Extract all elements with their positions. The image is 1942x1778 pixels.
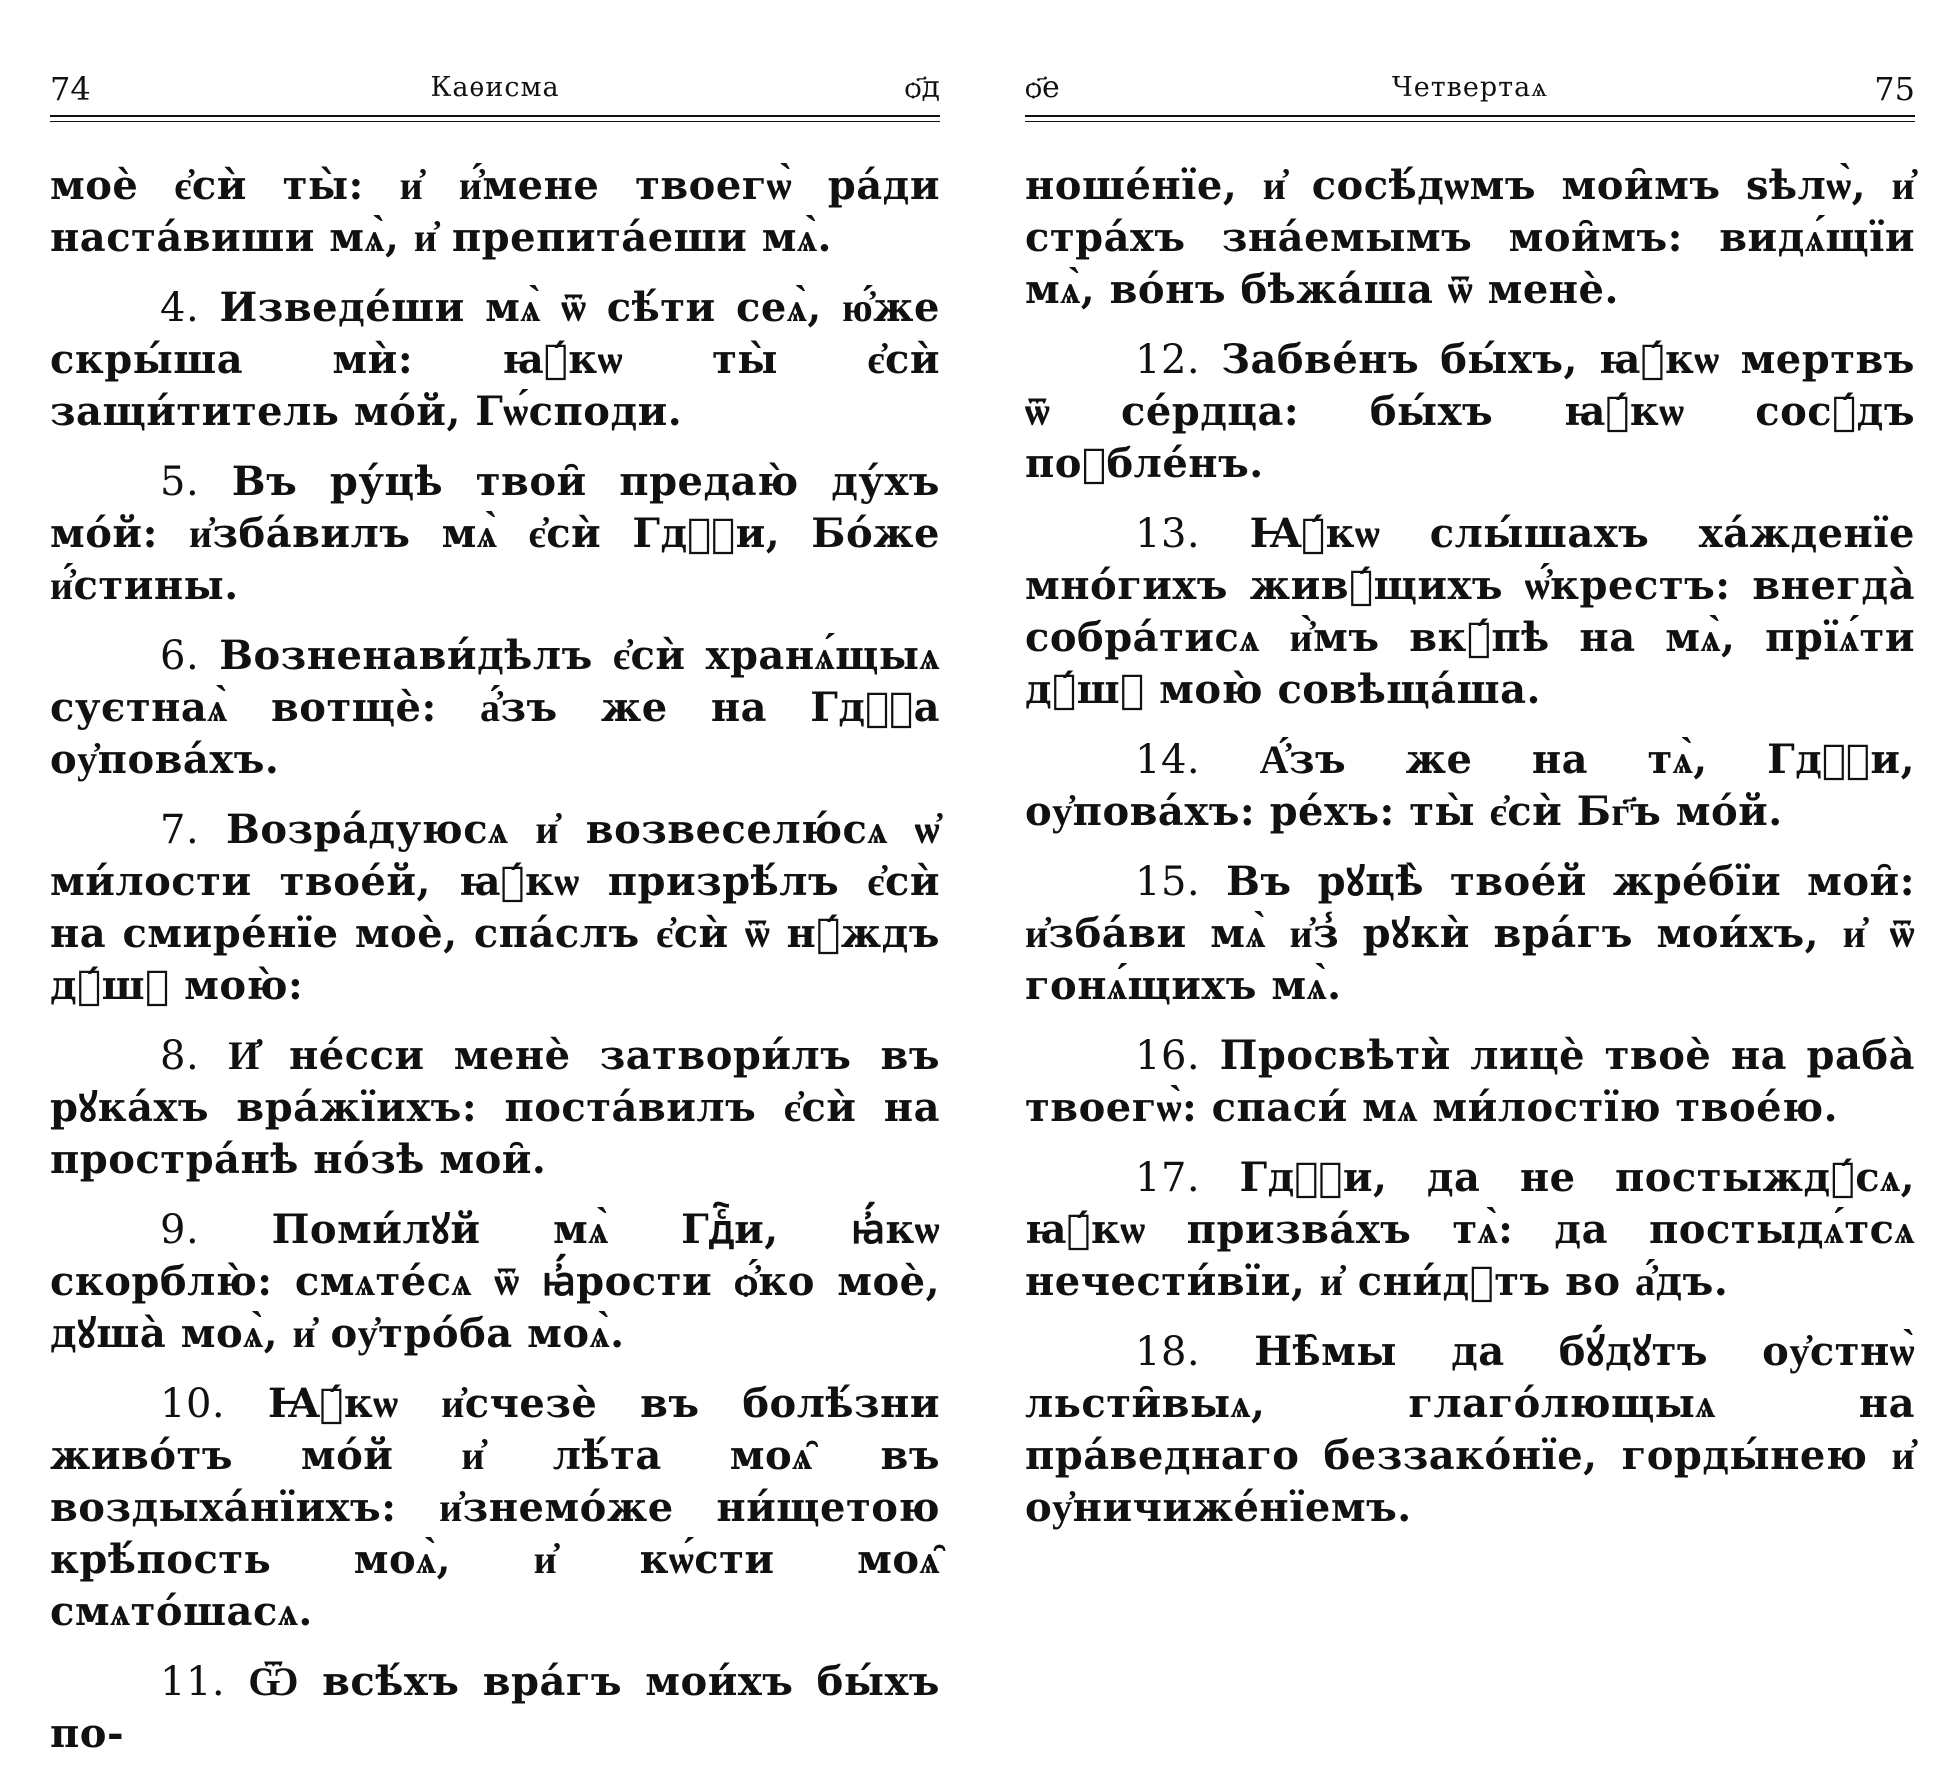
- verse-text: Забве́нъ бы́хъ, ꙗ҆́кѡ мертвъ ѿ се́рдца: бы́хъ ꙗ҆́кѡ сосꙋ́дъ поꙋбле́нъ.: [1025, 336, 1915, 487]
- right-page-title: Четвертаѧ: [1391, 72, 1549, 103]
- verse-12: [1025, 334, 1915, 490]
- left-page-title: Каѳисма: [430, 72, 560, 103]
- verse-number: 11.: [160, 1659, 226, 1705]
- verse-number: 7.: [160, 807, 200, 853]
- verse-10: [50, 1378, 940, 1638]
- verse-number: 16.: [1135, 1033, 1201, 1079]
- verse-18: [1025, 1326, 1915, 1534]
- verse-text: А҆́зъ же на тѧ̀, Гдⷭ҇и, оу҆пова́хъ: ре́хъ: ты̀ є҆сѝ Бг҃ъ мо́й.: [1025, 736, 1915, 835]
- verse-13: [1025, 508, 1915, 716]
- left-running-head: [50, 70, 940, 120]
- verse-8: [50, 1030, 940, 1186]
- verse-number: 5.: [160, 459, 200, 505]
- verse-17: [1025, 1152, 1915, 1308]
- verse-text: Возра́дуюсѧ и҆ возвеселю́сѧ ѡ҆ ми́лости твое́й, ꙗ҆́кѡ призрѣ́лъ є҆сѝ на смире́нїе моѐ, спа́слъ є҆сѝ ѿ нꙋ́ждъ дꙋ́шꙋ мою̀:: [50, 806, 940, 1009]
- verse-11: [50, 1656, 940, 1760]
- left-page-body: [50, 160, 940, 1778]
- verse-text: Просвѣтѝ лицѐ твоѐ на раба̀ твоегѡ̀: спаси́ мѧ ми́лостїю твое́ю.: [1025, 1032, 1915, 1131]
- right-header-rule: [1025, 115, 1915, 117]
- verse-text: Ꙗ҆́кѡ слы́шахъ ха́жденїе мно́гихъ живꙋ́щихъ ѡ҆́крестъ: внегда̀ собра́тисѧ и҆̀мъ вкꙋ́пѣ на мѧ̀, прїѧ́ти дꙋ́шꙋ мою̀ совѣща́ша.: [1025, 510, 1915, 713]
- right-cyrillic-page-number: ѻ҃е: [1025, 70, 1060, 105]
- verse-number: 6.: [160, 633, 200, 679]
- verse-text: Въ рꙋцѣ̀ твое́й жре́бїи мои̑: и҆зба́ви мѧ̀ и҆з̾ рꙋкѝ вра́гъ мои́хъ, и҆ ѿ гонѧ́щихъ мѧ̀.: [1025, 858, 1915, 1009]
- verse-number: 18.: [1135, 1329, 1201, 1375]
- verse-number: 14.: [1135, 737, 1201, 783]
- right-page-number: 75: [1874, 70, 1915, 108]
- verse-5: [50, 456, 940, 612]
- left-cyrillic-page-number: ѻ҃д: [904, 70, 940, 105]
- left-page-number: 74: [50, 70, 91, 108]
- verse-text: Возненави́дѣлъ є҆сѝ хранѧ́щыѧ суєтнаѧ̀ вотщѐ: а҆́зъ же на Гдⷭ҇а оу҆пова́хъ.: [50, 632, 940, 783]
- verse-text: Ѿ всѣ́хъ вра́гъ мои́хъ бы́хъ по-: [50, 1658, 940, 1757]
- verse-text: ноше́нїе, и҆ сосѣ́дѡмъ мои̑мъ ѕѣлѡ̀, и҆ стра́хъ зна́емымъ мои̑мъ: видѧ́щїи мѧ̀, во́нъ бѣжа́ша ѿ менѐ.: [1025, 162, 1916, 313]
- verse-9: [50, 1204, 940, 1360]
- verse-14: [1025, 734, 1915, 838]
- verse-text: Изведе́ши мѧ̀ ѿ сѣ́ти сеѧ̀, ю҆́же скры́ша мѝ: ꙗ҆́кѡ ты̀ є҆сѝ защи́титель мо́й, Гѡ́споди.: [50, 284, 940, 435]
- right-page-body: [1025, 160, 1915, 1552]
- right-header-rule-thin: [1025, 121, 1915, 122]
- verse-7: [50, 804, 940, 1012]
- right-page: [1015, 0, 1916, 1531]
- left-page: [40, 0, 941, 1757]
- verse-text: Нѣ̑мы да бꙋ́дꙋтъ оу҆стнѡ̀ льсти̑выѧ, глаго́лющыѧ на пра́веднаго беззако́нїе, горды́нею и҆ оу҆ничиже́нїемъ.: [1025, 1328, 1915, 1531]
- verse-text: моѐ є҆сѝ ты̀: и҆ и҆́мене твоегѡ̀ ра́ди наста́виши мѧ̀, и҆ препита́еши мѧ̀.: [50, 162, 940, 261]
- verse-number: 10.: [160, 1381, 226, 1427]
- paragraph: [1025, 160, 1915, 316]
- verse-number: 8.: [160, 1033, 200, 1079]
- verse-number: 17.: [1135, 1155, 1201, 1201]
- verse-number: 4.: [160, 285, 200, 331]
- verse-text: Въ ру́цѣ твои̑ предаю̀ ду́хъ мо́й: и҆зба́вилъ мѧ̀ є҆сѝ Гдⷭ҇и, Бо́же и҆́стины.: [50, 458, 940, 609]
- verse-16: [1025, 1030, 1915, 1134]
- verse-15: [1025, 856, 1915, 1012]
- verse-number: 13.: [1135, 511, 1201, 557]
- verse-number: 15.: [1135, 859, 1201, 905]
- verse-text: Гдⷭ҇и, да не постыждꙋ́сѧ, ꙗ҆́кѡ призва́хъ тѧ̀: да постыдѧ́тсѧ нечести́вїи, и҆ сни́дꙋтъ во а҆́дъ.: [1025, 1154, 1915, 1305]
- verse-number: 9.: [160, 1207, 200, 1253]
- right-running-head: [1025, 70, 1915, 120]
- verse-text: Поми́лꙋй мѧ̀ Гдⷭ҇и, ꙗ҆́кѡ скорблю̀: смѧте́сѧ ѿ ꙗ҆́рости ѻ҆́ко моѐ, дꙋша̀ моѧ̀, и҆ оу҆тро́ба моѧ̀.: [50, 1206, 940, 1357]
- verse-text: И҆ не́сси менѐ затвори́лъ въ рꙋка́хъ вра́жїихъ: поста́вилъ є҆сѝ на простра́нѣ но́зѣ мои̑.: [50, 1032, 941, 1183]
- paragraph: [50, 160, 940, 264]
- verse-number: 12.: [1135, 337, 1201, 383]
- left-header-rule: [50, 115, 940, 117]
- verse-6: [50, 630, 940, 786]
- left-header-rule-thin: [50, 121, 940, 122]
- verse-text: Ꙗ҆́кѡ и҆счезѐ въ болѣ́зни живо́тъ мо́й и҆ лѣ́та моѧ̑ въ воздыха́нїихъ: и҆знемо́же ни́щетою крѣ́пость моѧ̀, и҆ кѡ́сти моѧ̑ смѧто́шасѧ.: [50, 1380, 940, 1635]
- verse-4: [50, 282, 940, 438]
